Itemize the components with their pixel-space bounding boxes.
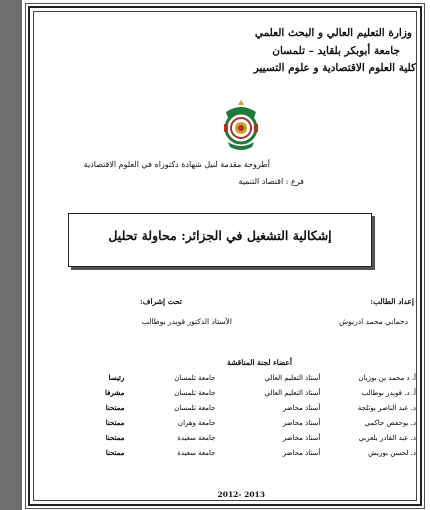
jury-member-name: أ. د. قويدر بوطالب (361, 388, 416, 397)
jury-member-name: د. عبد الناصر بوثلجة (357, 403, 416, 412)
jury-member-name: د. عبد القادر بلعربي (358, 433, 416, 442)
jury-member-university: جامعة سعيدة (177, 448, 216, 457)
jury-member-role: ممتحنا (105, 433, 125, 442)
jury-table (56, 370, 416, 460)
jury-member-rank: أستاذ محاضر (282, 418, 321, 427)
jury-member-rank: أستاذ التعليم العالي (264, 373, 321, 382)
ministry-name: وزارة التعليم العالي و البحث العلمي (254, 27, 412, 39)
table-row (56, 415, 416, 430)
jury-title: أعضاء لجنة المناقشة (226, 358, 292, 367)
prepared-by-label: إعداد الطالب: (370, 297, 414, 306)
supervisor-name: الأستاذ الدكتور قويدر بوطالب (141, 317, 232, 326)
document-page (22, 0, 430, 510)
table-row (56, 445, 416, 460)
jury-member-university: جامعة تلمسان (174, 388, 216, 397)
jury-member-name: د. بوحفص حاكمي (364, 418, 416, 427)
table-row (56, 430, 416, 445)
jury-member-name: أ. د محمد بن بوزيان (358, 373, 416, 382)
university-name: جامعة أبوبكر بلقايد – تلمسان (272, 45, 400, 57)
branch-line: فرع : اقتصاد التنمية (238, 177, 304, 186)
jury-member-role: ممتحنا (105, 448, 125, 457)
university-emblem-icon (218, 98, 264, 154)
jury-member-role: ممتحنا (105, 403, 125, 412)
title-box (68, 213, 372, 267)
jury-member-role: رئيسا (108, 373, 125, 382)
jury-member-rank: أستاذ محاضر (282, 403, 321, 412)
jury-member-rank: أستاذ التعليم العالي (264, 388, 321, 397)
jury-member-name: د. لحسن بوريش (368, 448, 416, 457)
academic-year: 2012- 2013 (217, 490, 265, 499)
table-row (56, 400, 416, 415)
student-name: دحماني محمد ادريوش (339, 317, 408, 326)
jury-member-role: ممتحنا (105, 418, 125, 427)
jury-member-rank: أستاذ محاضر (282, 433, 321, 442)
jury-member-rank: أستاذ محاضر (282, 448, 321, 457)
jury-member-university: جامعة تلمسان (174, 373, 216, 382)
faculty-name: كلية العلوم الاقتصادية و علوم التسيير (253, 62, 416, 74)
table-row (56, 385, 416, 400)
table-row (56, 370, 416, 385)
jury-member-university: جامعة تلمسان (174, 403, 216, 412)
jury-member-role: مشرفا (105, 388, 125, 397)
thesis-title: إشكالية التشغيل في الجزائر: محاولة تحليل (108, 228, 332, 243)
thesis-statement: أطروحة مقدمة لنيل شهادة دكتوراه في العلوم الاقتصادية (83, 160, 270, 169)
supervised-by-label: تحت إشراف: (139, 297, 182, 306)
jury-member-university: جامعة سعيدة (177, 433, 216, 442)
jury-member-university: جامعة وهران (177, 418, 216, 427)
